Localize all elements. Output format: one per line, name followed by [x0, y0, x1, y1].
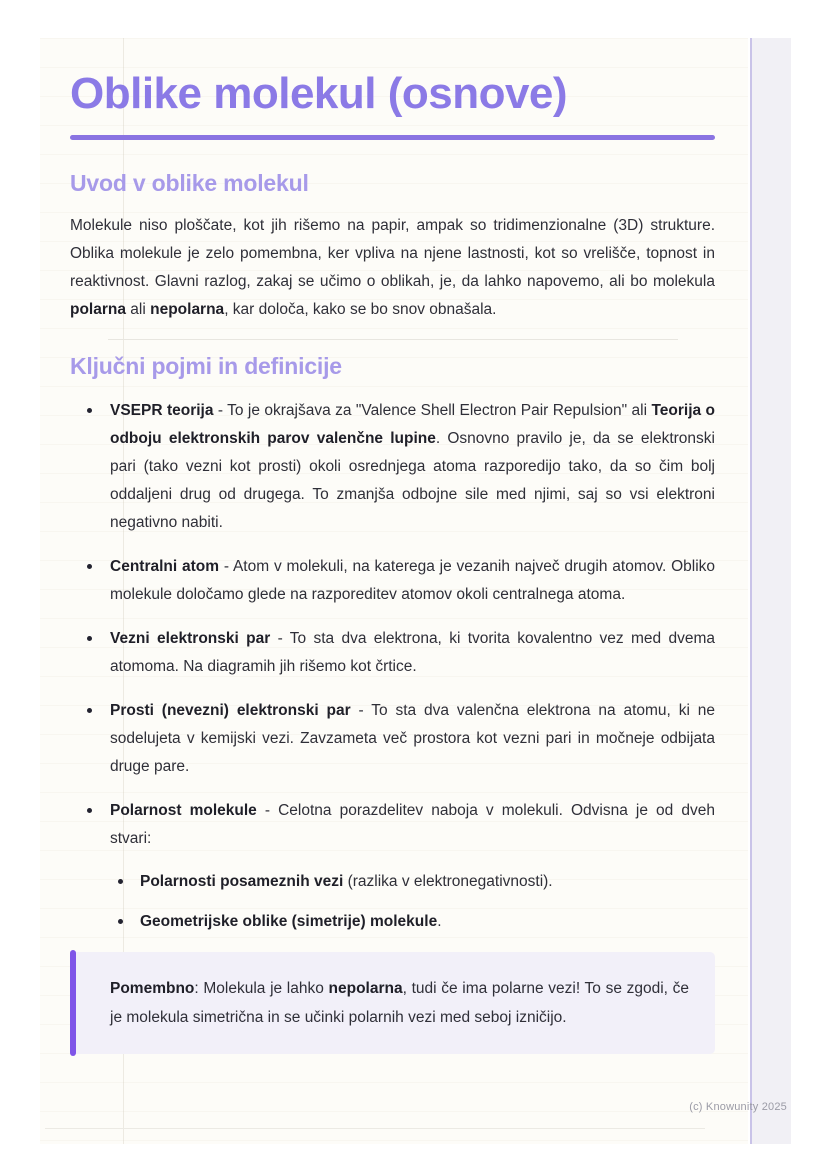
- callout-text: Pomembno: Molekula je lahko nepolarna, tudi če ima polarne vezi! To se zgodi, če je molekula simetrična in se učinki polarnih vezi med seboj izničijo.: [110, 979, 690, 1026]
- section-divider: [108, 339, 678, 340]
- adjacent-page-edge: [750, 38, 791, 1144]
- list-item: Vezni elektronski par - To sta dva elektrona, ki tvorita kovalentno vez med dvema atomoma. Na diagramih jih rišemo kot črtice.: [70, 625, 715, 681]
- section-heading-key-terms: Ključni pojmi in definicije: [70, 352, 342, 379]
- list-item: Geometrijske oblike (simetrije) molekule.: [110, 908, 715, 936]
- title-underline-rule: [70, 135, 715, 140]
- list-item: Polarnosti posameznih vezi (razlika v elektronegativnosti).: [110, 868, 715, 896]
- list-item-text: Polarnost molekule - Celotna porazdelitev naboja v molekuli. Odvisna je od dveh stvari:: [110, 801, 715, 847]
- list-item: [70, 797, 715, 936]
- section-heading-intro: Uvod v oblike molekul: [70, 169, 309, 196]
- callout-accent-bar: [70, 950, 76, 1056]
- key-terms-list: [70, 397, 715, 936]
- page-bottom-rule: [45, 1128, 705, 1129]
- list-item: Centralni atom - Atom v molekuli, na katerega je vezanih največ drugih atomov. Obliko molekule določamo glede na razporeditev atomov okoli centralnega atoma.: [70, 553, 715, 609]
- document-page: [40, 38, 748, 1144]
- document-content: [40, 70, 748, 1054]
- page-title: Oblike molekul (osnove): [70, 69, 568, 118]
- important-callout: [70, 952, 715, 1054]
- polarity-sub-list: [110, 868, 715, 936]
- list-item: Prosti (nevezni) elektronski par - To sta dva valenčna elektrona na atomu, ki ne sodelujeta v kemijski vezi. Zavzameta več prostora kot vezni pari in močneje odbijata druge pare.: [70, 697, 715, 781]
- copyright-footer: (c) Knowunity 2025: [689, 1101, 787, 1113]
- intro-paragraph: Molekule niso ploščate, kot jih rišemo na papir, ampak so tridimenzionalne (3D) strukture. Oblika molekule je zelo pomembna, ker vpliva na njene lastnosti, kot so vrelišče, topnost in reaktivnost. Glavni razlog, zakaj se učimo o oblikah, je, da lahko napovemo, ali bo molekula polarna ali nepolarna, kar določa, kako se bo snov obnašala.: [70, 216, 715, 318]
- list-item: VSEPR teorija - To je okrajšava za "Valence Shell Electron Pair Repulsion" ali Teorija o odboju elektronskih parov valenčne lupine. Osnovno pravilo je, da se elektronski pari (tako vezni kot prosti) okoli osrednjega atoma razporedijo tako, da so čim bolj oddaljeni drug od drugega. To zmanjša odbojne sile med njimi, saj so vsi elektroni negativno nabiti.: [70, 397, 715, 537]
